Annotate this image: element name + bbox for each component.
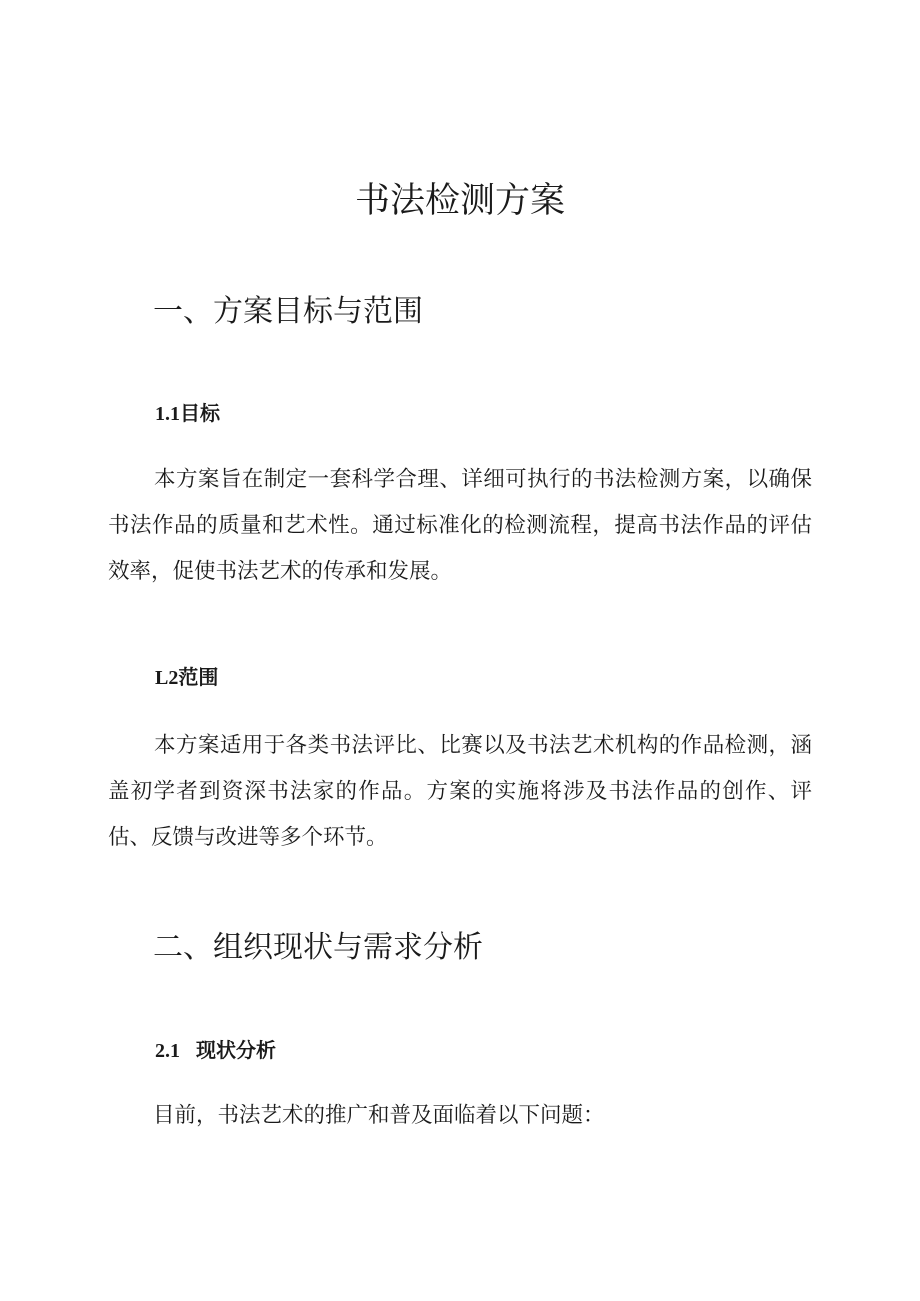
subsection-1-1-number: 1.1 [155, 403, 180, 425]
section-2-heading: 二、组织现状与需求分析 [153, 930, 483, 965]
subsection-1-2-heading [155, 662, 218, 693]
subsection-2-1-label: 现状分析 [196, 1038, 276, 1062]
subsection-2-1-number: 2.1 [155, 1040, 180, 1062]
subsection-1-1-paragraph: 本方案旨在制定一套科学合理、详细可执行的书法检测方案，以确保书法作品的质量和艺术性。通过标准化的检测流程，提高书法作品的评估效率，促使书法艺术的传承和发展。 [108, 467, 812, 584]
subsection-2-1-paragraph: 目前，书法艺术的推广和普及面临着以下问题： [153, 1103, 605, 1128]
section-1-heading: 一、方案目标与范围 [153, 294, 423, 329]
subsection-1-1-heading [155, 398, 220, 429]
subsection-1-2-label: 范围 [178, 665, 219, 689]
document-title: 书法检测方案 [354, 181, 565, 221]
subsection-1-1-label: 目标 [180, 401, 220, 425]
subsection-1-2-paragraph: 本方案适用于各类书法评比、比赛以及书法艺术机构的作品检测，涵盖初学者到资深书法家的作品。方案的实施将涉及书法作品的创作、评估、反馈与改进等多个环节。 [108, 733, 812, 850]
subsection-1-2-number: L2 [155, 667, 179, 689]
subsection-2-1-heading [155, 1035, 276, 1066]
